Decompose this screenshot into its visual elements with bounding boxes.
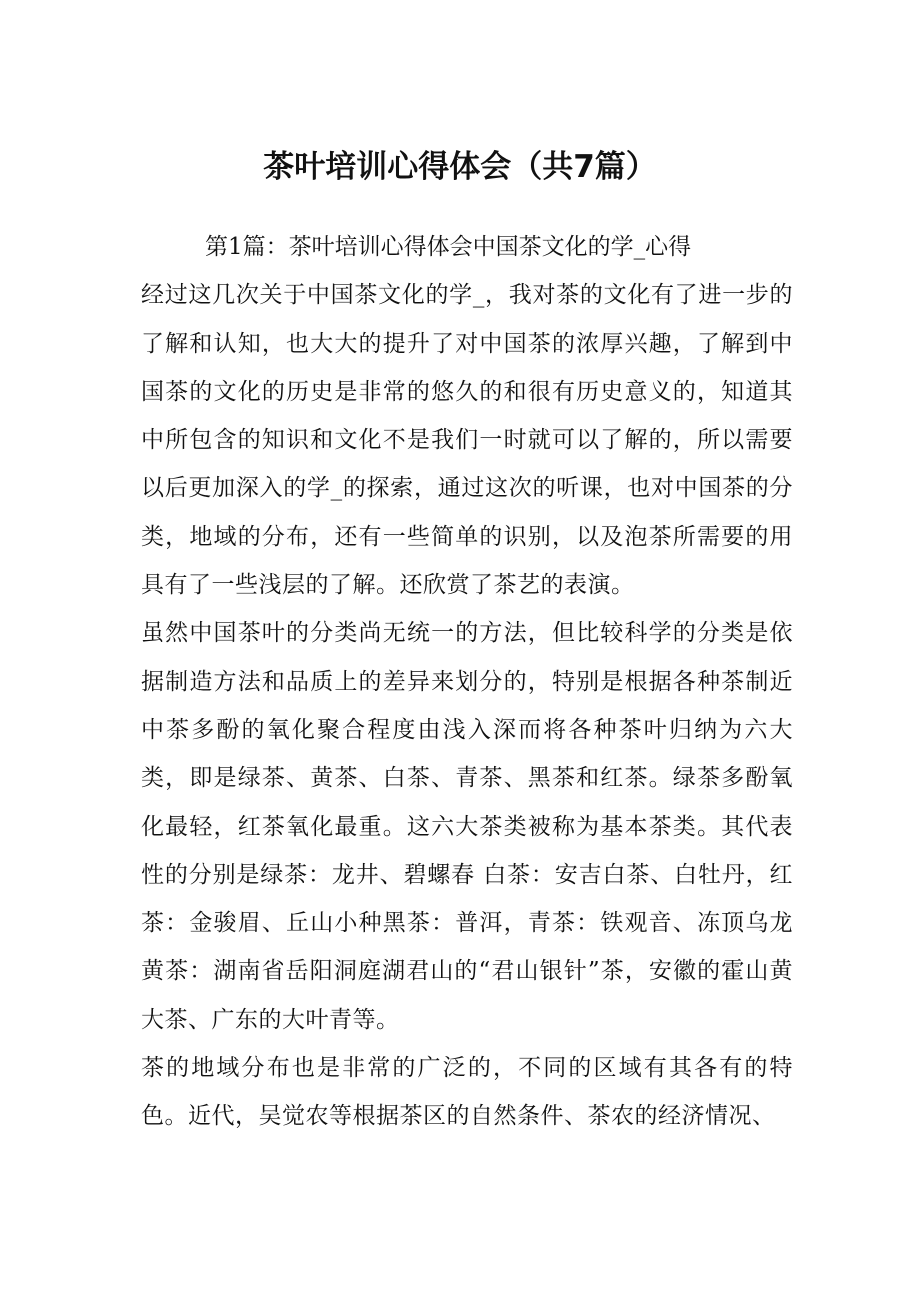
paragraph-3: 茶的地域分布也是非常的广泛的，不同的区域有其各有的特色。近代，吴觉农等根据茶区的自然条件、茶农的经济情况、 <box>141 1055 793 1130</box>
document-body <box>141 223 793 1141</box>
section-subtitle: 第1篇：茶叶培训心得体会中国茶文化的学_心得 <box>205 234 692 260</box>
document-title: 茶叶培训心得体会（共7篇） <box>263 149 657 185</box>
paragraph-2: 虽然中国茶叶的分类尚无统一的方法，但比较科学的分类是依据制造方法和品质上的差异来划分的，特别是根据各种茶制近中茶多酚的氧化聚合程度由浅入深而将各种茶叶归纳为六大类，即是绿茶、黄茶、白茶、青茶、黑茶和红茶。绿茶多酚氧化最轻，红茶氧化最重。这六大茶类被称为基本茶类。其代表性的分别是绿茶：龙井、碧螺春 白茶：安吉白茶、白牡丹，红茶：金骏眉、丘山小种黑茶：普洱，青茶：铁观音、冻顶乌龙 黄茶：湖南省岳阳洞庭湖君山的“君山银针”茶，安徽的霍山黄大茶、广东的大叶青等。 <box>141 620 793 1033</box>
paragraph-1: 经过这几次关于中国茶文化的学_，我对茶的文化有了进一步的了解和认知，也大大的提升了对中国茶的浓厚兴趣，了解到中国茶的文化的历史是非常的悠久的和很有历史意义的，知道其中所包含的知识和文化不是我们一时就可以了解的，所以需要以后更加深入的学_的探索，通过这次的听课，也对中国茶的分类，地域的分布，还有一些简单的识别，以及泡茶所需要的用具有了一些浅层的了解。还欣赏了茶艺的表演。 <box>141 282 793 599</box>
